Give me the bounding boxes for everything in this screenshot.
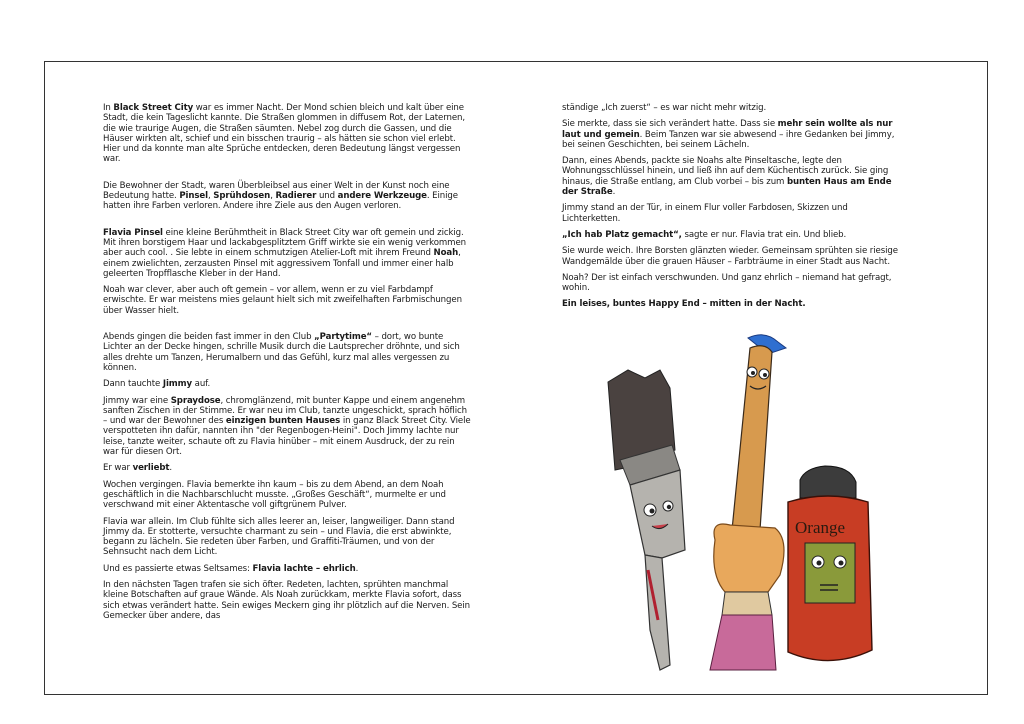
paragraph: Jimmy war eine Spraydose, chromglänzend, mit bunter Kappe und einem angenehm sanften Zischen in der Stimme. Er war neu im Club, tanzte ungeschickt, sprach höflich – und war der Bewohner des einzigen bunten Hauses in ganz Black Street City. Viele verspotteten ihn dafür, nannten ihn "der Regenbogen-Heini". Doch Jimmy lachte nur leise, tanzte weiter, schaute oft zu Flavia hinüber – mit einem Ausdruck, der zu rein war für diesen Ort. (103, 395, 471, 458)
paragraph: Wochen vergingen. Flavia bemerkte ihn kaum – bis zu dem Abend, an dem Noah geschäftlich in die Nachbarschlucht musste. „Großes Geschäft“, murmelte er und verschwand mit einer Aktentasche voll giftgrünem Pulver. (103, 479, 446, 511)
paragraph: In den nächsten Tagen trafen sie sich öfter. Redeten, lachten, sprühten manchmal kleine Botschaften auf graue Wände. Als Noah zurückkam, merkte Flavia sofort, dass sich etwas verändert hatte. Sein ewiges Meckern ging ihr plötzlich auf die Nerven. Sein Gemecker über andere, das (103, 579, 471, 621)
paragraph: Noah? Der ist einfach verschwunden. Und ganz ehrlich – niemand hat gefragt, wohin. (562, 272, 892, 294)
story-column-right (562, 103, 900, 316)
paragraph: Abends gingen die beiden fast immer in den Club „Partytime“ – dort, wo bunte Lichter an der Decke hingen, schrille Musik durch die Lautsprecher dröhnte, und sich alles drehte um Tanzen, Herumalbern und das Gefühl, kurz mal alles vergessen zu können. (103, 332, 460, 373)
paragraph: Die Bewohner der Stadt, waren Überbleibsel aus einer Welt in der Kunst noch eine Bedeutung hatte. Pinsel, Sprühdosen, Radierer und andere Werkzeuge. Einige hatten ihre Farben verloren. Andere ihre Ziele aus den Augen verloren. (103, 180, 458, 212)
paragraph: ständige „Ich zuerst“ – es war nicht mehr witzig. (562, 103, 767, 113)
paragraph: Jimmy stand an der Tür, in einem Flur voller Farbdosen, Skizzen und Lichterketten. (562, 203, 848, 224)
paragraph: „Ich hab Platz gemacht“, sagte er nur. Flavia trat ein. Und blieb. (562, 229, 847, 240)
spray-can-illustration (788, 466, 872, 661)
paragraph: Dann tauchte Jimmy auf. (103, 379, 211, 390)
paragraph: Flavia Pinsel eine kleine Berühmtheit in Black Street City war oft gemein und zickig. Mit ihren borstigem Haar und lackabgesplitztem Griff wirkte sie ein wenig verkommen aber auch cool. . Sie lebte in einem schmutzigen Atelier-Loft mit ihrem Freund Noah, einem zwielichten, zerzausten Pinsel mit aggressivem Tonfall und immer einer halb geleerten Tropfflasche Kleber in der Hand. (103, 227, 466, 279)
paragraph: Er war verliebt. (103, 463, 173, 474)
closing-line: Ein leises, buntes Happy End – mitten in der Nacht. (562, 299, 806, 310)
flavia-brush-illustration (608, 370, 685, 670)
paragraph: Sie merkte, dass sie sich verändert hatte. Dass sie mehr sein wollte als nur laut und gemein. Beim Tanzen war sie abwesend – ihre Gedanken bei Jimmy, bei seinen Geschichten, bei seinem Lächeln. (562, 119, 895, 150)
paragraph: In Black Street City war es immer Nacht. Der Mond schien bleich und kalt über eine Stadt, die kein Tageslicht kannte. Die Straßen glommen in diffusem Rot, der Laternen, die wie traurige Augen, die Straßen säumten. Nebel zog durch die Gassen, und die Häuser wirkten alt, schief und ein bisschen traurig – als hätten sie schon viel erlebt. Hier und da konnte man alte Sprüche entdecken, deren Bedeutung längst vergessen war. (103, 103, 466, 165)
jimmy-brush-illustration (710, 335, 786, 670)
paragraph: Sie wurde weich. Ihre Borsten glänzten wieder. Gemeinsam sprühten sie riesige Wandgemälde über die grauen Häuser – Farbträume in einer Stadt aus Nacht. (562, 246, 898, 267)
can-label-text: Orange (795, 518, 846, 537)
characters-illustration (600, 330, 880, 675)
paragraph: Flavia war allein. Im Club fühlte sich alles leerer an, leiser, langweiliger. Dann stand Jimmy da. Er stotterte, versuchte charmant zu sein – und Flavia, die erst abwinkte, begann zu lächeln. Sie redeten über Farben, und Graffiti-Träumen, und von der Sehnsucht nach dem Licht. (103, 516, 455, 558)
paragraph: Noah war clever, aber auch oft gemein – vor allem, wenn er zu viel Farbdampf erwischte. Er war meistens mies gelaunt hielt sich mit zweifelhaften Farbmischungen über Wasser hielt. (103, 285, 462, 316)
paragraph: Dann, eines Abends, packte sie Noahs alte Pinseltasche, legte den Wohnungsschlüssel hinein, und ließ ihn auf dem Küchentisch zurück. Sie ging hinaus, die Straße entlang, am Club vorbei – bis zum bunten Haus am Ende der Straße. (562, 156, 892, 198)
paragraph: Und es passierte etwas Seltsames: Flavia lachte – ehrlich. (103, 563, 359, 574)
story-column-left (103, 103, 471, 627)
